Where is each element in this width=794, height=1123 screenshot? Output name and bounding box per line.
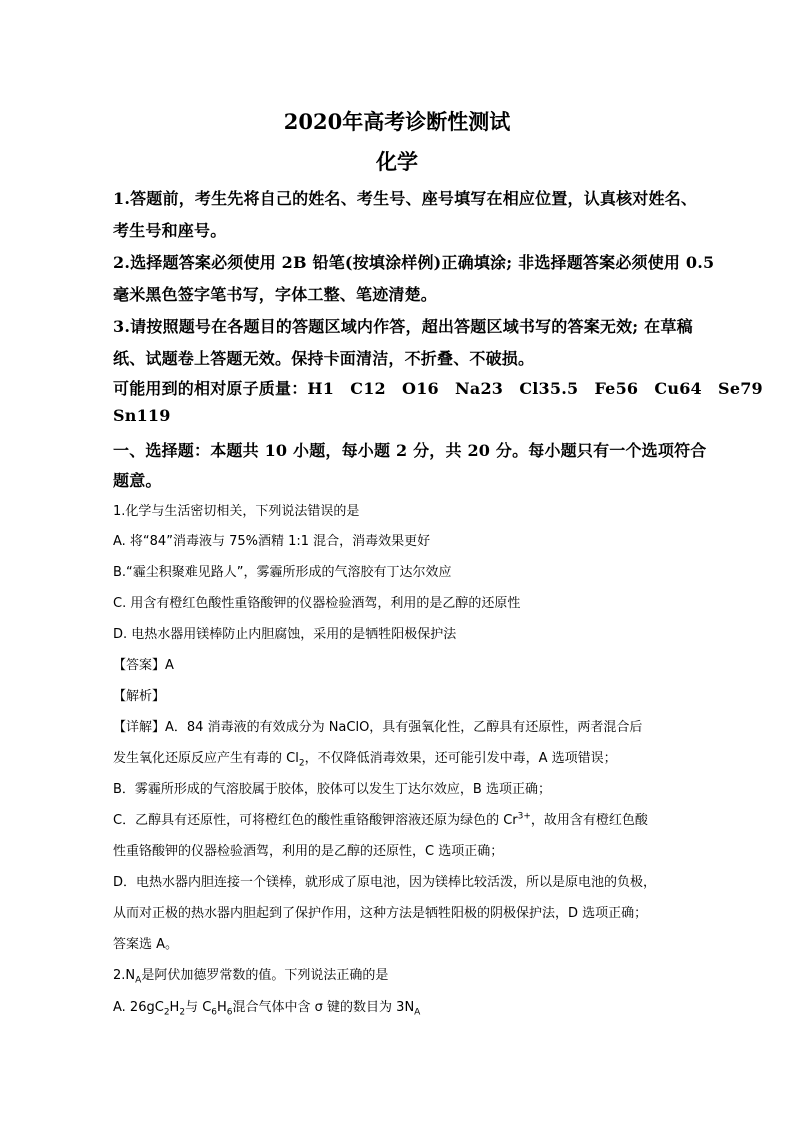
- option-text: 混合气体中含 σ 键的数目为 3N: [232, 1000, 415, 1015]
- instruction-line: 毫米黑色签字笔书写，字体工整、笔迹清楚。: [113, 285, 438, 304]
- superscript: 3+: [517, 811, 531, 822]
- stem-text: 是阿伏加德罗常数的值。下列说法正确的是: [141, 968, 389, 983]
- option-d: D. 电热水器用镁棒防止内胆腐蚀，采用的是牺牲阳极保护法: [113, 627, 457, 642]
- atomic-masses-continued: Sn119: [113, 406, 171, 425]
- section-heading: 题意。: [113, 471, 162, 490]
- analysis-line: [113, 747, 617, 769]
- instruction-line: 1.答题前，考生先将自己的姓名、考生号、座号填写在相应位置，认真核对姓名、: [113, 189, 698, 208]
- option-b: B.“霾尘积聚难见路人”，雾霾所形成的气溶胶有丁达尔效应: [113, 565, 452, 580]
- analysis-text: C．乙醇具有还原性，可将橙红色的酸性重铬酸钾溶液还原为绿色的 Cr: [113, 813, 518, 828]
- option-a: [113, 996, 420, 1018]
- exam-title: 2020年高考诊断性测试: [283, 109, 511, 134]
- option-c: C. 用含有橙红色酸性重铬酸钾的仪器检验酒驾，利用的是乙醇的还原性: [113, 596, 521, 611]
- analysis-line: [113, 809, 648, 828]
- subscript: 6: [226, 1007, 233, 1018]
- analysis-text: ，不仅降低消毒效果，还可能引发中毒，A 选项错误；: [304, 751, 617, 766]
- instruction-line: 考生号和座号。: [113, 221, 227, 240]
- instruction-line: 3.请按照题号在各题目的答题区域内作答，超出答题区域书写的答案无效; 在草稿: [113, 317, 693, 336]
- analysis-line: 答案选 A。: [113, 937, 179, 952]
- analysis-line: D．电热水器内胆连接一个镁棒，就形成了原电池，因为镁棒比较活泼，所以是原电池的负极，: [113, 875, 657, 890]
- analysis-line: B．雾霾所形成的气溶胶属于胶体，胶体可以发生丁达尔效应，B 选项正确；: [113, 782, 551, 797]
- analysis-line: 性重铬酸钾的仪器检验酒驾，利用的是乙醇的还原性，C 选项正确；: [113, 844, 504, 859]
- subscript: 2: [179, 1007, 186, 1018]
- analysis-heading: 【解析】: [113, 689, 166, 704]
- question-stem: [113, 964, 388, 986]
- atomic-masses-values: H1 C12 O16 Na23 Cl35.5 Fe56 Cu64 Se79: [307, 379, 763, 398]
- subscript: 6: [211, 1007, 218, 1018]
- subscript: A: [414, 1007, 421, 1018]
- analysis-line: 【详解】A．84 消毒液的有效成分为 NaClO，具有强氧化性，乙醇具有还原性，两者混合后: [113, 720, 643, 735]
- subscript: A: [135, 975, 142, 986]
- option-text: A. 26gC: [113, 1000, 164, 1015]
- section-heading: 一、选择题：本题共 10 小题，每小题 2 分，共 20 分。每小题只有一个选项符合: [113, 441, 707, 460]
- instruction-line: 纸、试题卷上答题无效。保持卡面清洁，不折叠、不破损。: [113, 349, 535, 368]
- subscript: 2: [163, 1007, 170, 1018]
- question-stem: 1.化学与生活密切相关，下列说法错误的是: [113, 504, 360, 519]
- stem-text: 2.N: [113, 968, 136, 983]
- option-text: 与 C: [185, 1000, 212, 1015]
- option-text: H: [169, 1000, 180, 1015]
- subscript: 2: [298, 758, 305, 769]
- analysis-text: ，故用含有橙红色酸: [530, 813, 648, 828]
- answer: 【答案】A: [113, 658, 174, 673]
- atomic-masses-label: 可能用到的相对原子质量：: [113, 379, 308, 398]
- subject-title: 化学: [376, 149, 418, 174]
- atomic-masses: [113, 376, 763, 399]
- instruction-line: 2.选择题答案必须使用 2B 铅笔(按填涂样例)正确填涂; 非选择题答案必须使用 0.5: [113, 253, 715, 272]
- option-text: H: [217, 1000, 227, 1015]
- option-a: A. 将“84”消毒液与 75%酒精 1:1 混合，消毒效果更好: [113, 534, 431, 549]
- analysis-line: 从而对正极的热水器内胆起到了保护作用，这种方法是牺牲阳极的阴极保护法，D 选项正确；: [113, 906, 648, 921]
- analysis-text: 发生氧化还原反应产生有毒的 Cl: [113, 751, 299, 766]
